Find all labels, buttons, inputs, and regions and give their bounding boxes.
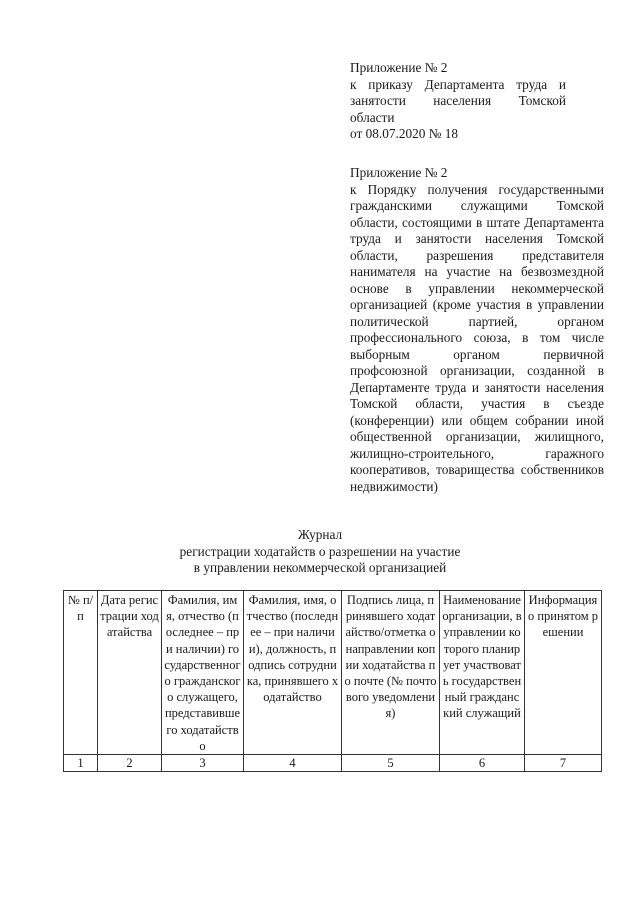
journal-subtitle-2: в управлении некоммерческой организацией: [193, 560, 447, 575]
appendix-order-line-1: к приказу Департамента труда и: [350, 76, 566, 92]
column-number-5: 5: [342, 755, 440, 772]
column-number-1: 1: [64, 755, 98, 772]
appendix-order-title: Приложение № 2: [350, 60, 448, 75]
journal-title: Журнал: [297, 527, 343, 542]
appendix-procedure-title: Приложение № 2: [350, 165, 448, 180]
appendix-order-block: [350, 60, 566, 143]
appendix-procedure-block: [350, 165, 604, 495]
journal-subtitle-1: регистрации ходатайств о разрешении на участие: [179, 543, 461, 559]
header-cell-servant-name: Фамилия, имя, отчество (последнее – при наличии) государственного гражданского служащего, представившего ходатайство: [162, 591, 244, 755]
table-header-row: [64, 591, 602, 755]
journal-table: [63, 590, 602, 772]
column-number-2: 2: [98, 755, 162, 772]
header-cell-registration-date: Дата регистрации ходатайства: [98, 591, 162, 755]
appendix-order-line-3: области: [350, 109, 395, 125]
header-cell-decision: Информация о принятом решении: [525, 591, 602, 755]
column-number-7: 7: [525, 755, 602, 772]
appendix-order-line-2: занятости населения Томской: [350, 93, 566, 108]
journal-title-block: [0, 527, 640, 577]
column-number-6: 6: [440, 755, 525, 772]
appendix-procedure-text: к Порядку получения государственными гражданскими служащими Томской области, состоящими в штате Департамента труда и занятости населения Томской области, разрешения представителя нанимателя на участие на безвозмездной основе в управлении некоммерческой организацией (кроме участия в управлении политической партией, органом профессионального союза, в том числе выборным органом первичной профсоюзной организации, созданной в Департаменте труда и занятости населения Томской области, участия в съезде (конференции) или общем собрании иной общественной организации, жилищного, жилищно-строительного, гаражного кооперативов, товарищества собственников недвижимости): [350, 181, 604, 494]
column-number-4: 4: [244, 755, 342, 772]
header-cell-employee-name: Фамилия, имя, отчество (последнее – при наличии), должность, подпись сотрудника, принявшего ходатайство: [244, 591, 342, 755]
header-cell-number: № п/п: [64, 591, 98, 755]
appendix-order-date: от 08.07.2020 № 18: [350, 126, 459, 141]
table-row: [64, 755, 602, 772]
column-number-3: 3: [162, 755, 244, 772]
header-cell-organization: Наименование организации, в управлении которого планирует участвовать государственный гражданский служащий: [440, 591, 525, 755]
header-cell-signature: Подпись лица, принявшего ходатайство/отметка о направлении копии ходатайства по почте (№ почтового уведомления): [342, 591, 440, 755]
